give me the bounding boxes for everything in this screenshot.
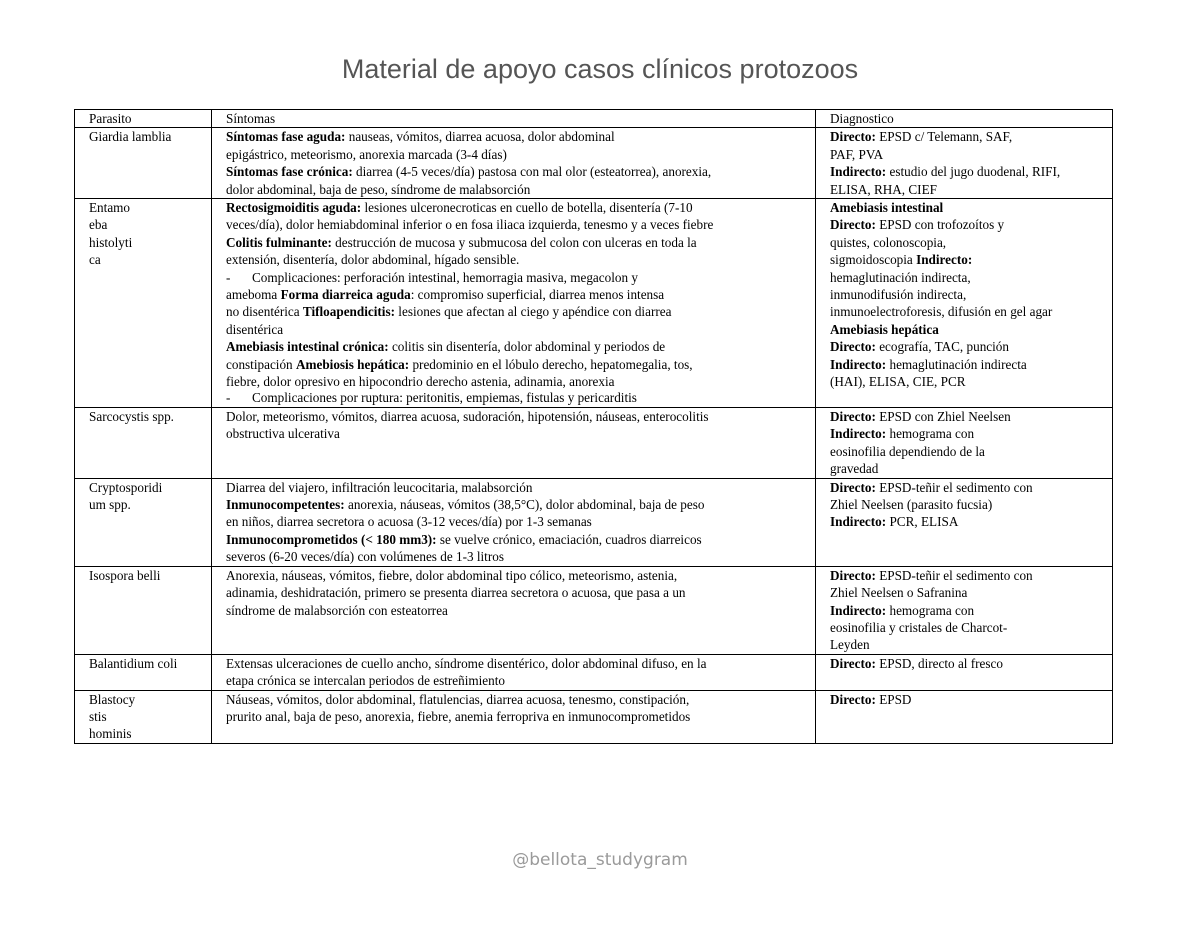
diagnosis-text: PAF, PVA — [830, 146, 884, 162]
diagnosis-label: Directo: — [830, 217, 876, 233]
symptom-text: diarrea (4-5 veces/día) pastosa con mal olor (esteatorrea), anorexia, — [352, 164, 712, 180]
diagnosis-text: inmunodifusión indirecta, — [830, 287, 967, 303]
diagnosis-section-heading: Amebiasis hepática — [830, 321, 939, 337]
diagnosis-label: Directo: — [830, 567, 876, 583]
symptom-text: disentérica — [226, 321, 284, 337]
symptom-text: Extensas ulceraciones de cuello ancho, síndrome disentérico, dolor abdominal difuso, en la — [226, 655, 707, 671]
diagnosis-cell — [816, 654, 1113, 690]
table-row-blastocystis — [75, 690, 1113, 743]
symptom-label: Tifloapendicitis: — [302, 304, 395, 320]
parasite-name-part: histolyti — [89, 234, 133, 250]
symptom-label: Colitis fulminante: — [226, 234, 332, 250]
symptoms-cell — [212, 690, 816, 743]
symptom-text: constipación — [226, 356, 296, 372]
diagnosis-label: Directo: — [830, 691, 876, 707]
diagnosis-text: hemograma con — [886, 602, 975, 618]
diagnosis-cell — [816, 199, 1113, 408]
symptom-text: no disentérica — [226, 304, 303, 320]
diagnosis-label: Indirecto: — [830, 426, 887, 442]
protozoa-table — [74, 109, 1113, 744]
table-row-isospora — [75, 566, 1113, 654]
symptom-text: síndrome de malabsorción con esteatorrea — [226, 602, 448, 618]
table-row-balantidium — [75, 654, 1113, 690]
symptom-text: destrucción de mucosa y submucosa del colon con ulceras en toda la — [331, 234, 697, 250]
diagnosis-text: PCR, ELISA — [886, 514, 959, 530]
diagnosis-text: EPSD c/ Telemann, SAF, — [875, 129, 1013, 145]
symptom-text: colitis sin disentería, dolor abdominal y periodos de — [388, 339, 666, 355]
diagnosis-label: Directo: — [830, 655, 876, 671]
diagnosis-text: EPSD, directo al fresco — [875, 655, 1003, 671]
symptom-label: Inmunocompetentes: — [226, 497, 345, 513]
diagnosis-text: (HAI), ELISA, CIE, PCR — [830, 374, 966, 390]
symptom-text: Anorexia, náuseas, vómitos, fiebre, dolor abdominal tipo cólico, meteorismo, astenia, — [226, 567, 678, 583]
diagnosis-text: hemaglutinación indirecta — [886, 356, 1027, 372]
symptom-text: fiebre, dolor opresivo en hipocondrio derecho astenia, adinamia, anorexia — [226, 374, 615, 390]
diagnosis-text: sigmoidoscopia — [830, 252, 917, 268]
table-row-cryptosporidium — [75, 478, 1113, 566]
parasite-cell: Isospora belli — [75, 566, 212, 654]
diagnosis-text: EPSD — [875, 691, 912, 707]
diagnosis-label: Directo: — [830, 409, 876, 425]
diagnosis-text: Zhiel Neelsen o Safranina — [830, 585, 968, 601]
parasite-cell: Balantidium coli — [75, 654, 212, 690]
header-diagnosis: Diagnostico — [816, 110, 1113, 128]
diagnosis-text: eosinofilia dependiendo de la — [830, 443, 985, 459]
table-row-giardia — [75, 128, 1113, 199]
parasite-cell — [75, 478, 212, 566]
diagnosis-cell — [816, 408, 1113, 479]
diagnosis-label: Indirecto: — [916, 252, 973, 268]
parasite-name-part: eba — [89, 217, 108, 233]
symptom-text: severos (6-20 veces/día) con volúmenes de 1-3 litros — [226, 549, 504, 565]
symptoms-cell — [212, 128, 816, 199]
symptom-text: en niños, diarrea secretora o acuosa (3-12 veces/día) por 1-3 semanas — [226, 514, 592, 530]
symptom-text: veces/día), dolor hemiabdominal inferior o en fosa iliaca izquierda, tenesmo y a veces fiebre — [226, 217, 714, 233]
diagnosis-text: EPSD con trofozoítos y — [875, 217, 1005, 233]
parasite-cell — [75, 199, 212, 408]
watermark: @bellota_studygram — [512, 850, 688, 870]
symptoms-cell — [212, 199, 816, 408]
symptom-text: lesiones que afectan al ciego y apéndice con diarrea — [395, 304, 672, 320]
diagnosis-cell — [816, 128, 1113, 199]
parasite-name-part: Entamo — [89, 200, 131, 216]
symptom-text: extensión, disentería, dolor abdominal, hígado sensible. — [226, 252, 520, 268]
diagnosis-label: Indirecto: — [830, 514, 887, 530]
parasite-cell: Giardia lamblia — [75, 128, 212, 199]
table-row-entamoeba — [75, 199, 1113, 408]
parasite-name-part: um spp. — [89, 497, 131, 513]
symptom-label: Forma diarreica aguda — [280, 287, 411, 303]
parasite-name-part: hominis — [89, 726, 132, 742]
diagnosis-label: Indirecto: — [830, 356, 887, 372]
symptom-label: Inmunocomprometidos (< 180 mm3): — [226, 531, 437, 547]
diagnosis-cell — [816, 690, 1113, 743]
symptoms-cell — [212, 478, 816, 566]
diagnosis-label: Directo: — [830, 339, 876, 355]
page-title: Material de apoyo casos clínicos protozoos — [341, 54, 859, 84]
parasite-name-part: ca — [89, 252, 101, 268]
diagnosis-section-heading: Amebiasis intestinal — [830, 200, 944, 216]
symptom-text: lesiones ulceronecroticas en cuello de botella, disentería (7-10 — [361, 200, 693, 216]
symptom-text: ameboma — [226, 287, 281, 303]
parasite-name-part: Cryptosporidi — [89, 479, 163, 495]
diagnosis-label: Indirecto: — [830, 602, 887, 618]
diagnosis-text: EPSD con Zhiel Neelsen — [875, 409, 1011, 425]
symptom-text: obstructiva ulcerativa — [226, 426, 340, 442]
diagnosis-text: Zhiel Neelsen (parasito fucsia) — [830, 497, 993, 513]
diagnosis-text: hemograma con — [886, 426, 975, 442]
symptom-text: se vuelve crónico, emaciación, cuadros diarreicos — [436, 531, 702, 547]
symptom-text: anorexia, náuseas, vómitos (38,5°C), dolor abdominal, baja de peso — [344, 497, 705, 513]
diagnosis-text: eosinofilia y cristales de Charcot- — [830, 619, 1008, 635]
symptom-text: nauseas, vómitos, diarrea acuosa, dolor abdominal — [345, 129, 615, 145]
symptom-text: Náuseas, vómitos, dolor abdominal, flatulencias, diarrea acuosa, tenesmo, constipación, — [226, 691, 690, 707]
header-symptoms: Síntomas — [212, 110, 816, 128]
diagnosis-label: Indirecto: — [830, 164, 887, 180]
symptom-text: etapa crónica se intercalan periodos de estreñimiento — [226, 673, 506, 689]
symptom-text: Complicaciones: perforación intestinal, hemorragia masiva, megacolon y — [252, 269, 638, 285]
symptom-text: Dolor, meteorismo, vómitos, diarrea acuosa, sudoración, hipotensión, náuseas, enterocolitis — [226, 409, 709, 425]
symptom-label: Amebiosis hepática: — [295, 356, 410, 372]
symptom-text: epigástrico, meteorismo, anorexia marcada (3-4 días) — [226, 146, 507, 162]
table-header-row — [75, 110, 1113, 128]
symptoms-cell — [212, 566, 816, 654]
diagnosis-text: EPSD-teñir el sedimento con — [875, 567, 1033, 583]
parasite-cell — [75, 690, 212, 743]
symptom-label: Rectosigmoiditis aguda: — [226, 200, 362, 216]
symptoms-cell — [212, 408, 816, 479]
header-parasite: Parasito — [75, 110, 212, 128]
diagnosis-text: ecografía, TAC, punción — [875, 339, 1009, 355]
symptom-text: : compromiso superficial, diarrea menos intensa — [410, 287, 665, 303]
diagnosis-cell — [816, 478, 1113, 566]
parasite-name-part: stis — [89, 708, 107, 724]
diagnosis-text: estudio del jugo duodenal, RIFI, — [886, 164, 1061, 180]
table-row-sarcocystis — [75, 408, 1113, 479]
symptom-label: Amebiasis intestinal crónica: — [226, 339, 389, 355]
symptom-label: Síntomas fase aguda: — [226, 129, 346, 145]
diagnosis-label: Directo: — [830, 479, 876, 495]
parasite-name-part: Blastocy — [89, 691, 136, 707]
diagnosis-text: quistes, colonoscopia, — [830, 234, 947, 250]
symptom-text: predominio en el lóbulo derecho, hepatomegalia, tos, — [409, 356, 693, 372]
diagnosis-text: Leyden — [830, 637, 870, 653]
diagnosis-text: EPSD-teñir el sedimento con — [875, 479, 1033, 495]
diagnosis-text: ELISA, RHA, CIEF — [830, 181, 937, 197]
diagnosis-text: gravedad — [830, 461, 879, 477]
symptom-text: dolor abdominal, baja de peso, síndrome de malabsorción — [226, 181, 531, 197]
symptom-text: Diarrea del viajero, infiltración leucocitaria, malabsorción — [226, 479, 533, 495]
diagnosis-label: Directo: — [830, 129, 876, 145]
symptom-text: Complicaciones por ruptura: peritonitis, empiemas, fistulas y pericarditis — [252, 389, 637, 405]
symptoms-cell — [212, 654, 816, 690]
list-dash: - — [226, 389, 231, 405]
list-dash: - — [226, 269, 231, 285]
diagnosis-text: inmunoelectroforesis, difusión en gel agar — [830, 304, 1053, 320]
diagnosis-text: hemaglutinación indirecta, — [830, 269, 971, 285]
parasite-cell: Sarcocystis spp. — [75, 408, 212, 479]
symptom-label: Síntomas fase crónica: — [226, 164, 353, 180]
symptom-text: adinamia, deshidratación, primero se presenta diarrea secretora o acuosa, que pasa a un — [226, 585, 686, 601]
diagnosis-cell — [816, 566, 1113, 654]
symptom-text: prurito anal, baja de peso, anorexia, fiebre, anemia ferropriva en inmunocomprometidos — [226, 708, 691, 724]
